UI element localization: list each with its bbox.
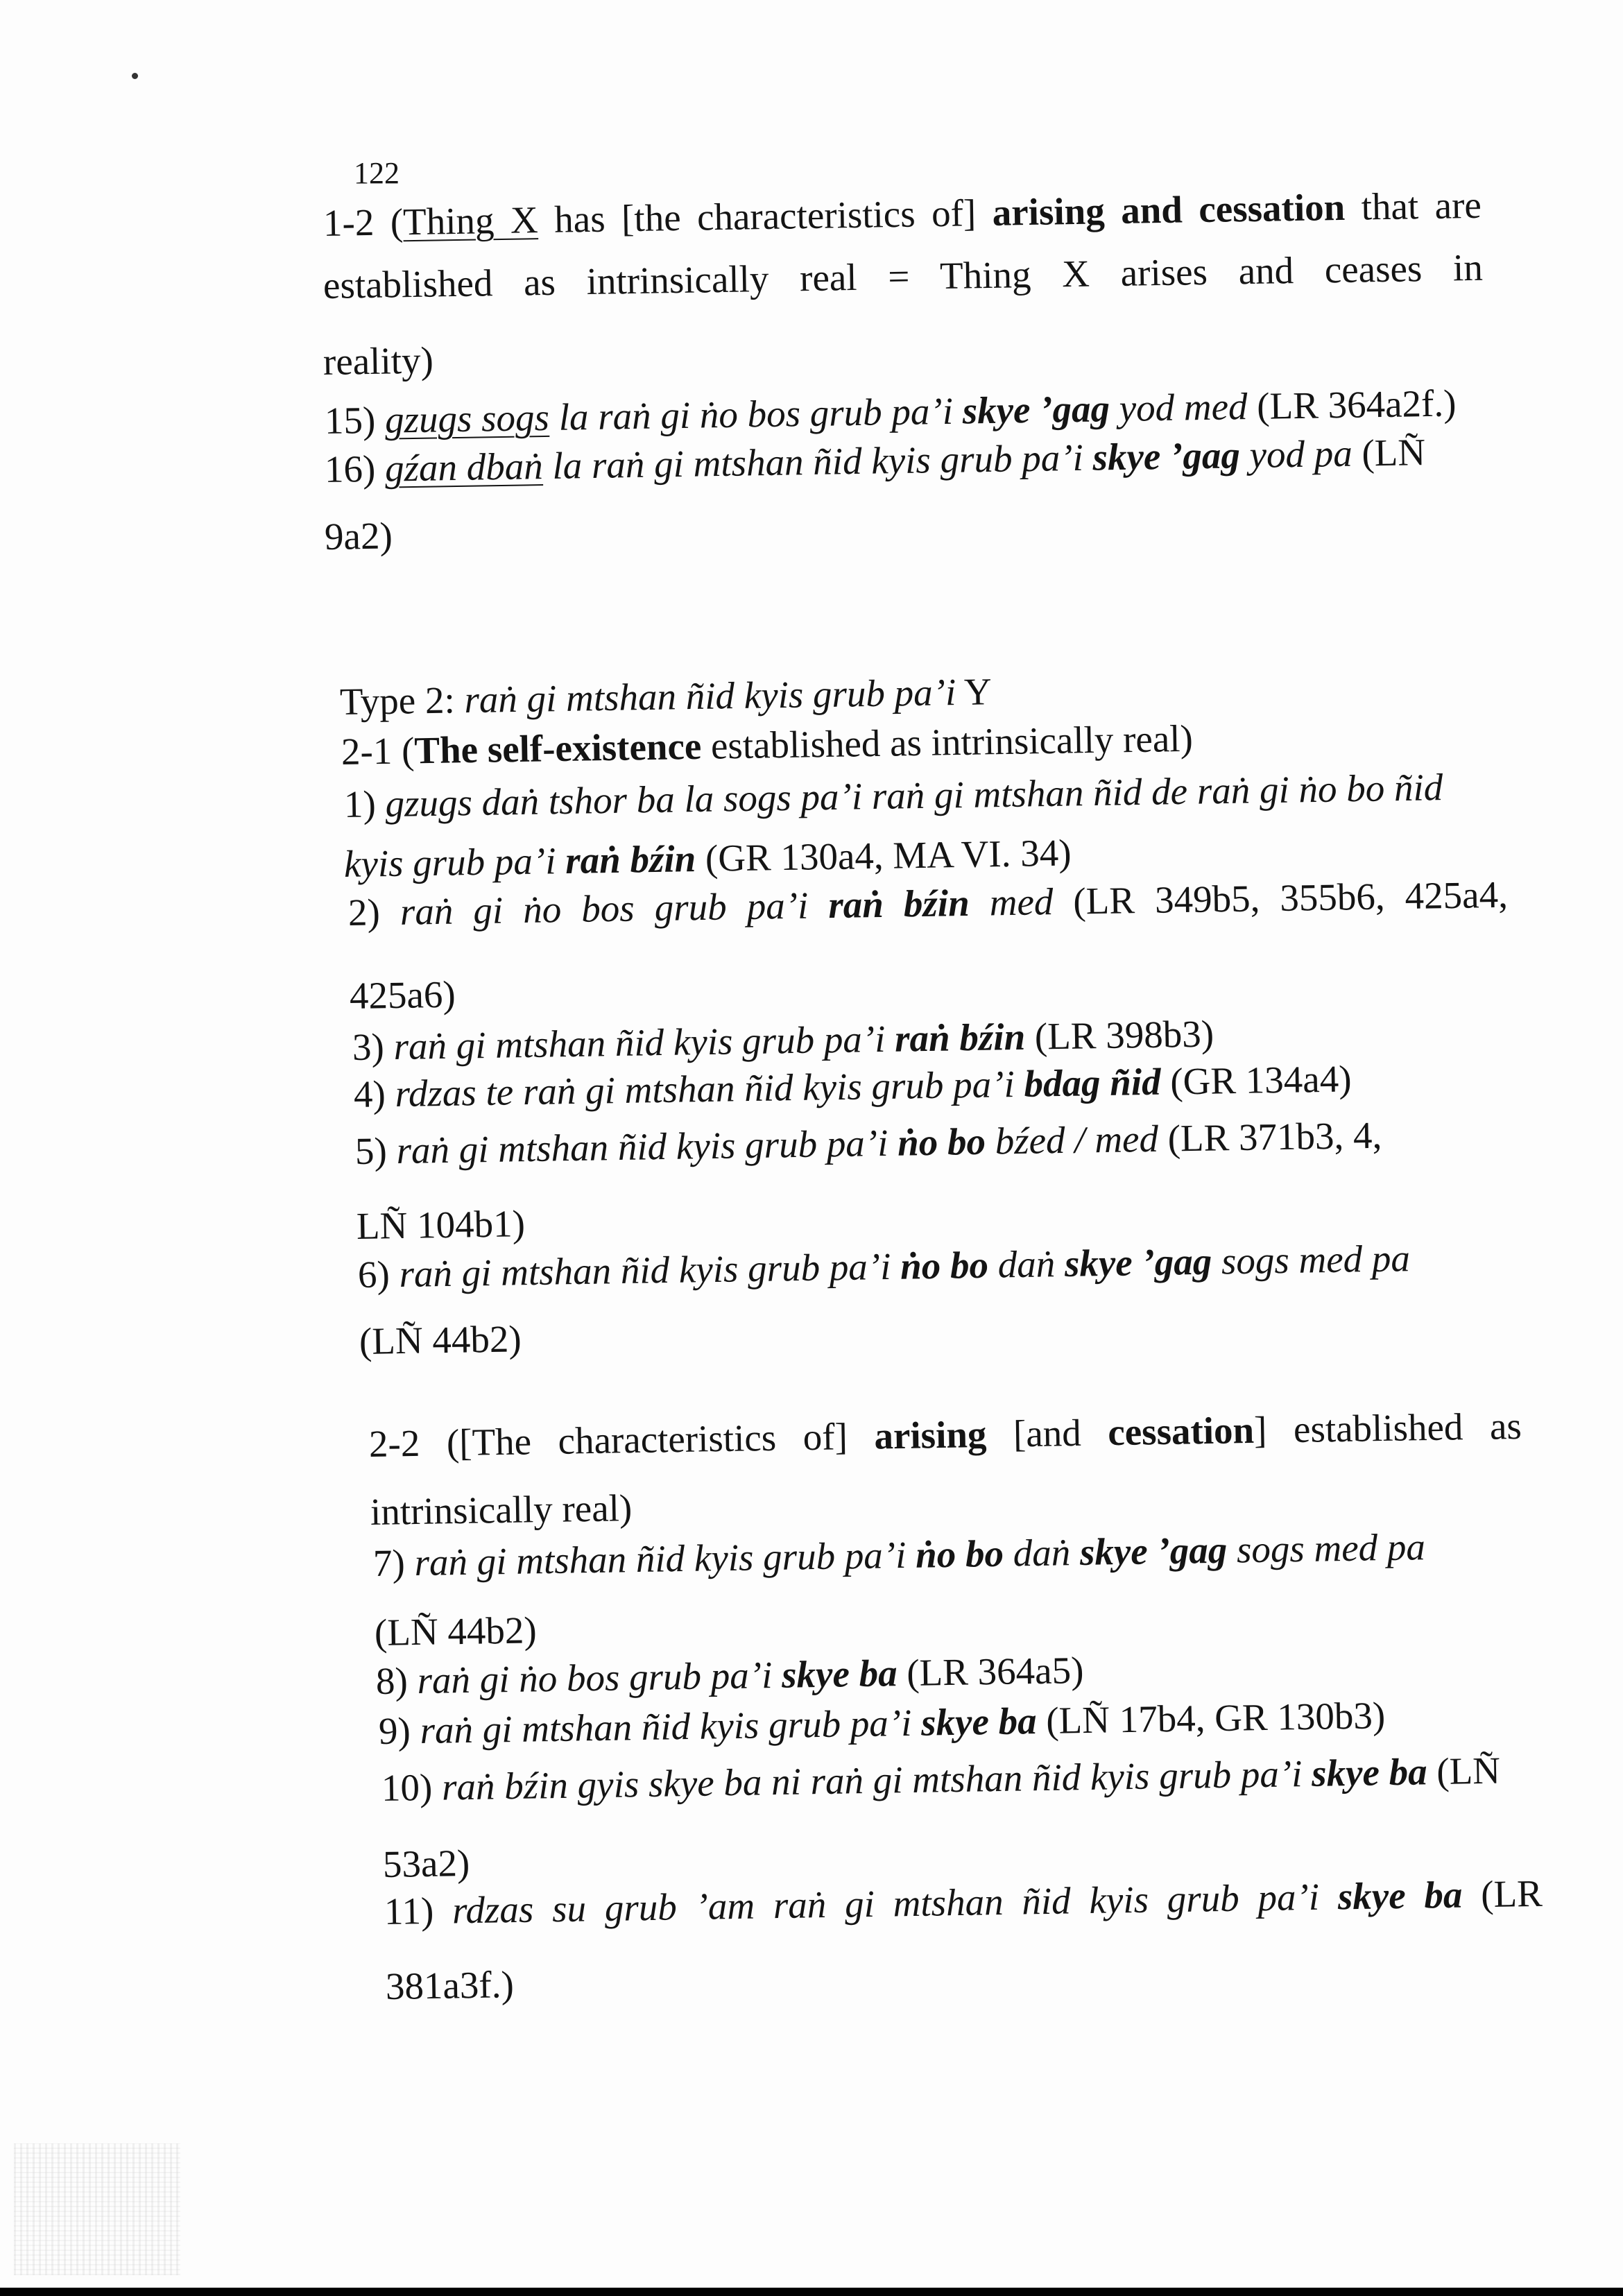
item-2-1-6-cont: (LÑ 44b2) (359, 1317, 522, 1362)
item-2-1-1: 1) gzugs daṅ tshor ba la sogs pa’i raṅ gi mtshan ñid de raṅ gi ṅo bo ñid (343, 766, 1443, 825)
scan-dot (132, 73, 138, 79)
item-16-cont: 9a2) (324, 514, 393, 558)
item-2-1-2: 2) raṅ gi ṅo bos grub pa’i raṅ bźin med (LR 349b5, 355b6, 425a4, (347, 873, 1509, 934)
item-2-2-10: 10) raṅ bźin gyis skye ba ni raṅ gi mtshan ñid kyis grub pa’i skye ba (LÑ (381, 1749, 1501, 1809)
item-2-2-9: 9) raṅ gi mtshan ñid kyis grub pa’i skye ba (LÑ 17b4, GR 130b3) (378, 1694, 1386, 1752)
item-2-2-8: 8) raṅ gi ṅo bos grub pa’i skye ba (LR 364a5) (375, 1648, 1084, 1702)
thing-x: Thing X (402, 198, 539, 243)
section-1-2-heading-line-3: reality) (323, 339, 434, 383)
item-2-2-10-cont: 53a2) (382, 1842, 470, 1885)
section-2-2-heading-line-2: intrinsically real) (370, 1487, 633, 1533)
item-2-1-2-cont: 425a6) (349, 973, 456, 1017)
item-2-1-3: 3) raṅ gi mtshan ñid kyis grub pa’i raṅ bźin (LR 398b3) (352, 1012, 1214, 1068)
item-2-2-11-cont: 381a3f.) (385, 1963, 515, 2007)
item-2-1-6: 6) raṅ gi mtshan ñid kyis grub pa’i ṅo bo daṅ skye ’gag sogs med pa (357, 1237, 1411, 1296)
type-2-heading: Type 2: raṅ gi mtshan ñid kyis grub pa’i Y (339, 670, 993, 723)
item-16: 16) gźan dbaṅ la raṅ gi mtshan ñid kyis grub pa’i skye ’gag yod pa (LÑ (324, 431, 1426, 490)
scan-noise (14, 2143, 180, 2275)
item-15: 15) gzugs sogs la raṅ gi ṅo bos grub pa’i skye ’gag yod med (LR 364a2f.) (324, 382, 1457, 442)
section-1-2-heading-line-2: established as intrinsically real = Thing X arises and ceases in (323, 246, 1484, 307)
section-1-2-heading-line-1: 1-2 (Thing X has [the characteristics of] arising and cessation that are (323, 183, 1482, 244)
item-2-1-4: 4) rdzas te raṅ gi mtshan ñid kyis grub pa’i bdag ñid (GR 134a4) (353, 1057, 1352, 1115)
item-2-1-5-cont: LÑ 104b1) (356, 1202, 526, 1247)
page-number: 122 (354, 156, 400, 190)
item-2-2-7-cont: (LÑ 44b2) (374, 1609, 538, 1654)
item-2-1-1-cont: kyis grub pa’i raṅ bźin (GR 130a4, MA VI. 34) (343, 831, 1072, 885)
section-2-2-heading-line-1: 2-2 ([The characteristics of] arising [and cessation] established as (368, 1404, 1522, 1465)
item-2-2-11: 11) rdzas su grub ’am raṅ gi mtshan ñid kyis grub pa’i skye ba (LR (384, 1871, 1543, 1933)
page-bottom-border (0, 2288, 1623, 2296)
section-2-1-heading: 2-1 (The self-existence established as intrinsically real) (341, 717, 1194, 773)
item-2-1-5: 5) raṅ gi mtshan ñid kyis grub pa’i ṅo bo bźed / med (LR 371b3, 4, (354, 1113, 1382, 1172)
item-2-2-7: 7) raṅ gi mtshan ñid kyis grub pa’i ṅo bo daṅ skye ’gag sogs med pa (372, 1525, 1426, 1584)
